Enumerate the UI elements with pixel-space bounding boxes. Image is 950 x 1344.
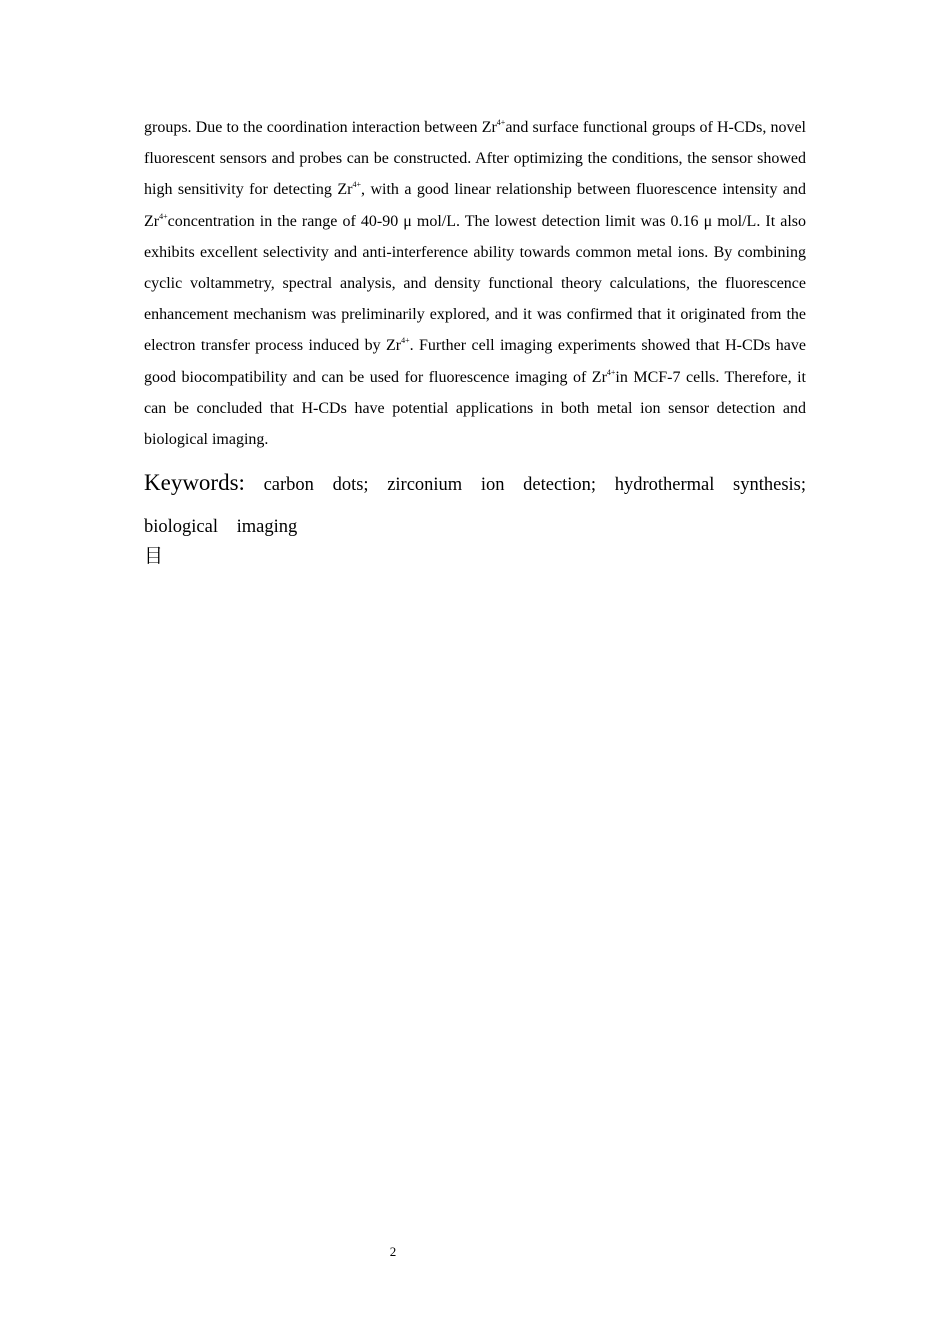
abstract-text-2: and surface functional groups of H-CDs, novel fluorescent sensors and probes can be constructed. After optimizing the conditions, the sensor showed high sensitivity for detecting Zr (144, 119, 807, 199)
zr-charge-superscript: 4+ (401, 336, 410, 346)
zr-charge-superscript: 4+ (159, 211, 168, 221)
abstract-text-5: . Further cell imaging experiments showed that H-CDs have good biocompatibility and can be used for fluorescence imaging of Zr (144, 337, 806, 386)
keywords-label: Keywords: (144, 470, 245, 495)
abstract-text-6: in MCF-7 cells. Therefore, it can be concluded that H-CDs have potential applications in both metal ion sensor detection and biological imaging. (144, 368, 806, 449)
toc-heading-fragment: 目 (144, 545, 164, 567)
abstract-text-4: concentration in the range of 40-90 μ mol/L. The lowest detection limit was 0.16 μ mol/L. It also exhibits excellent selectivity and anti-interference ability towards common metal ions. By combining cyclic voltammetry, spectral analysis, and density functional theory calculations, the fluorescence enhancement mechanism was preliminarily explored, and it was confirmed that it originated from the electron transfer process induced by Zr (144, 212, 806, 355)
abstract-text-3: , with a good linear relationship between fluorescence intensity and Zr (144, 181, 807, 230)
zr-charge-superscript: 4+ (496, 118, 506, 127)
page-number: 2 (389, 1244, 397, 1259)
keywords-text: carbon dots; zirconium ion detection; hydrothermal synthesis; biological imaging (144, 475, 807, 537)
zr-charge-superscript: 4+ (606, 367, 616, 377)
zr-charge-superscript: 4+ (352, 180, 361, 190)
abstract-text-1: groups. Due to the coordination interaction between Zr (144, 119, 497, 136)
abstract-paragraph (144, 112, 806, 455)
keywords-line (144, 462, 806, 548)
